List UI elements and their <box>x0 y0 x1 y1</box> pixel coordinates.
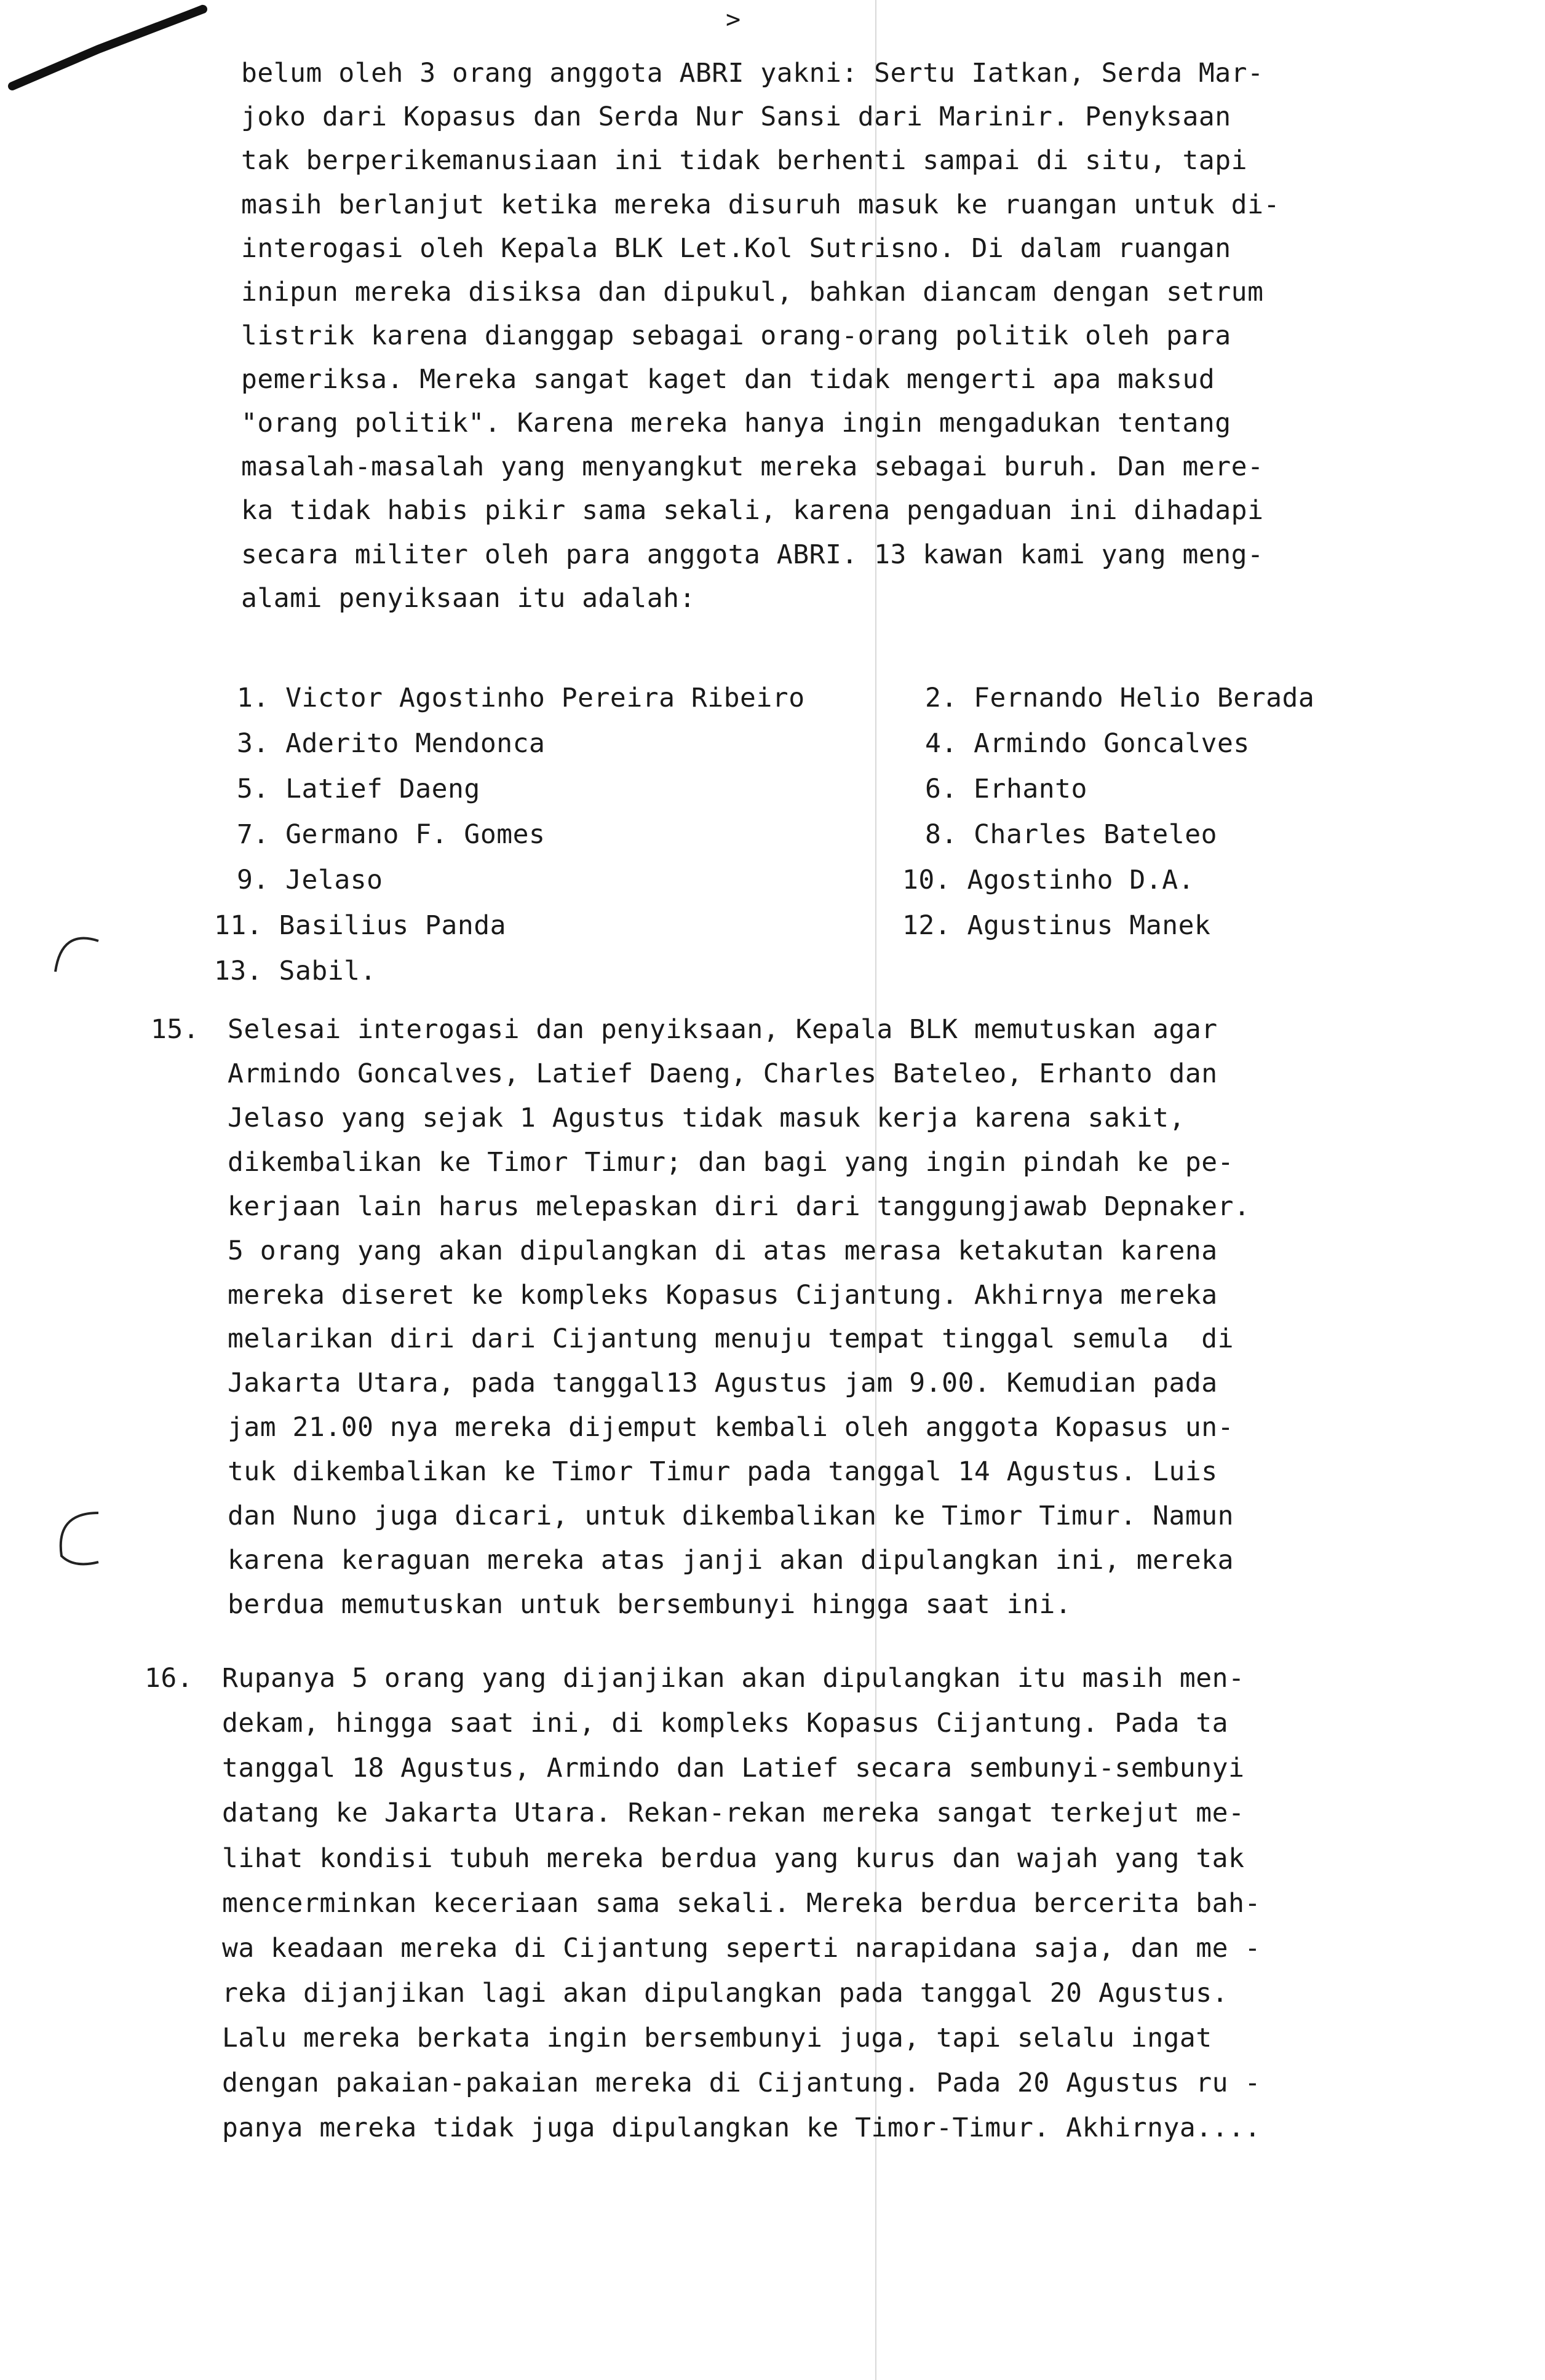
paragraph-line: jam 21.00 nya mereka dijemput kembali oleh anggota Kopasus un- <box>228 1412 1234 1443</box>
victim-item: 7. Germano F. Gomes <box>237 819 546 850</box>
paragraph-line: Jelaso yang sejak 1 Agustus tidak masuk kerja karena sakit, <box>228 1103 1185 1133</box>
paragraph-line: dan Nuno juga dicari, untuk dikembalikan ke Timor Timur. Namun <box>228 1501 1234 1531</box>
intro-line: "orang politik". Karena mereka hanya ingin mengadukan tentang <box>241 408 1231 438</box>
intro-line: joko dari Kopasus dan Serda Nur Sansi dari Marinir. Penyksaan <box>241 101 1231 132</box>
victim-item: 6. Erhanto <box>925 774 1087 804</box>
intro-line: belum oleh 3 orang anggota ABRI yakni: Sertu Iatkan, Serda Mar- <box>241 58 1264 89</box>
victim-item: 10. Agostinho D.A. <box>902 865 1194 895</box>
punch-hole-mark <box>49 916 105 990</box>
victim-item: 11. Basilius Panda <box>214 910 506 941</box>
paragraph-line: Rupanya 5 orang yang dijanjikan akan dipulangkan itu masih men- <box>222 1663 1245 1694</box>
paragraph-line: lihat kondisi tubuh mereka berdua yang kurus dan wajah yang tak <box>222 1843 1245 1874</box>
victim-item: 4. Armindo Goncalves <box>925 728 1250 759</box>
paragraph-line: Armindo Goncalves, Latief Daeng, Charles Bateleo, Erhanto dan <box>228 1058 1218 1089</box>
paragraph-line: berdua memutuskan untuk bersembunyi hingga saat ini. <box>228 1589 1072 1620</box>
intro-line: masih berlanjut ketika mereka disuruh masuk ke ruangan untuk di- <box>241 189 1280 220</box>
intro-line: pemeriksa. Mereka sangat kaget dan tidak mengerti apa maksud <box>241 364 1215 395</box>
paragraph-line: 5 orang yang akan dipulangkan di atas merasa ketakutan karena <box>228 1236 1218 1266</box>
paragraph-line: reka dijanjikan lagi akan dipulangkan pada tanggal 20 Agustus. <box>222 1978 1229 2009</box>
page-marker: > <box>726 6 741 34</box>
intro-line: inipun mereka disiksa dan dipukul, bahkan diancam dengan setrum <box>241 277 1264 307</box>
victim-item: 5. Latief Daeng <box>237 774 480 804</box>
paragraph-line: panya mereka tidak juga dipulangkan ke Timor-Timur. Akhirnya.... <box>222 2112 1261 2143</box>
victim-item: 3. Aderito Mendonca <box>237 728 546 759</box>
paragraph-line: dengan pakaian-pakaian mereka di Cijantung. Pada 20 Agustus ru - <box>222 2068 1261 2098</box>
paragraph-line: dekam, hingga saat ini, di kompleks Kopasus Cijantung. Pada ta <box>222 1708 1229 1739</box>
paragraph-line: mencerminkan keceriaan sama sekali. Mereka berdua bercerita bah- <box>222 1888 1261 1919</box>
intro-line: interogasi oleh Kepala BLK Let.Kol Sutrisno. Di dalam ruangan <box>241 233 1231 264</box>
paragraph-line: tanggal 18 Agustus, Armindo dan Latief secara sembunyi-sembunyi <box>222 1753 1245 1783</box>
victim-item: 9. Jelaso <box>237 865 383 895</box>
paragraph-line: mereka diseret ke kompleks Kopasus Cijantung. Akhirnya mereka <box>228 1280 1218 1311</box>
punch-hole-mark <box>49 1501 105 1574</box>
intro-line: listrik karena dianggap sebagai orang-orang politik oleh para <box>241 320 1231 351</box>
intro-line: secara militer oleh para anggota ABRI. 13 kawan kami yang meng- <box>241 539 1264 570</box>
paragraph-line: Selesai interogasi dan penyiksaan, Kepala BLK memutuskan agar <box>228 1014 1218 1045</box>
paragraph-line: kerjaan lain harus melepaskan diri dari tanggungjawab Depnaker. <box>228 1191 1250 1222</box>
victim-item: 2. Fernando Helio Berada <box>925 683 1315 713</box>
paragraph-line: karena keraguan mereka atas janji akan dipulangkan ini, mereka <box>228 1545 1234 1576</box>
paragraph-line: Lalu mereka berkata ingin bersembunyi juga, tapi selalu ingat <box>222 2023 1212 2053</box>
intro-line: ka tidak habis pikir sama sekali, karena pengaduan ini dihadapi <box>241 495 1264 526</box>
paragraph-line: melarikan diri dari Cijantung menuju tempat tinggal semula di <box>228 1323 1234 1354</box>
paragraph-line: tuk dikembalikan ke Timor Timur pada tanggal 14 Agustus. Luis <box>228 1456 1218 1487</box>
victim-item: 8. Charles Bateleo <box>925 819 1217 850</box>
intro-line: masalah-masalah yang menyangkut mereka sebagai buruh. Dan mere- <box>241 451 1264 482</box>
paragraph-number: 16. <box>145 1663 194 1694</box>
scan-streak-mark <box>0 0 258 98</box>
intro-line: tak berperikemanusiaan ini tidak berhenti sampai di situ, tapi <box>241 145 1248 176</box>
victim-item: 1. Victor Agostinho Pereira Ribeiro <box>237 683 805 713</box>
intro-line: alami penyiksaan itu adalah: <box>241 583 696 614</box>
victim-item: 13. Sabil. <box>214 956 376 986</box>
paragraph-line: Jakarta Utara, pada tanggal13 Agustus jam 9.00. Kemudian pada <box>228 1368 1218 1398</box>
paragraph-number: 15. <box>151 1014 200 1045</box>
paragraph-line: datang ke Jakarta Utara. Rekan-rekan mereka sangat terkejut me- <box>222 1798 1245 1828</box>
victim-item: 12. Agustinus Manek <box>902 910 1211 941</box>
paragraph-line: dikembalikan ke Timor Timur; dan bagi yang ingin pindah ke pe- <box>228 1147 1234 1178</box>
paragraph-line: wa keadaan mereka di Cijantung seperti narapidana saja, dan me - <box>222 1933 1261 1964</box>
